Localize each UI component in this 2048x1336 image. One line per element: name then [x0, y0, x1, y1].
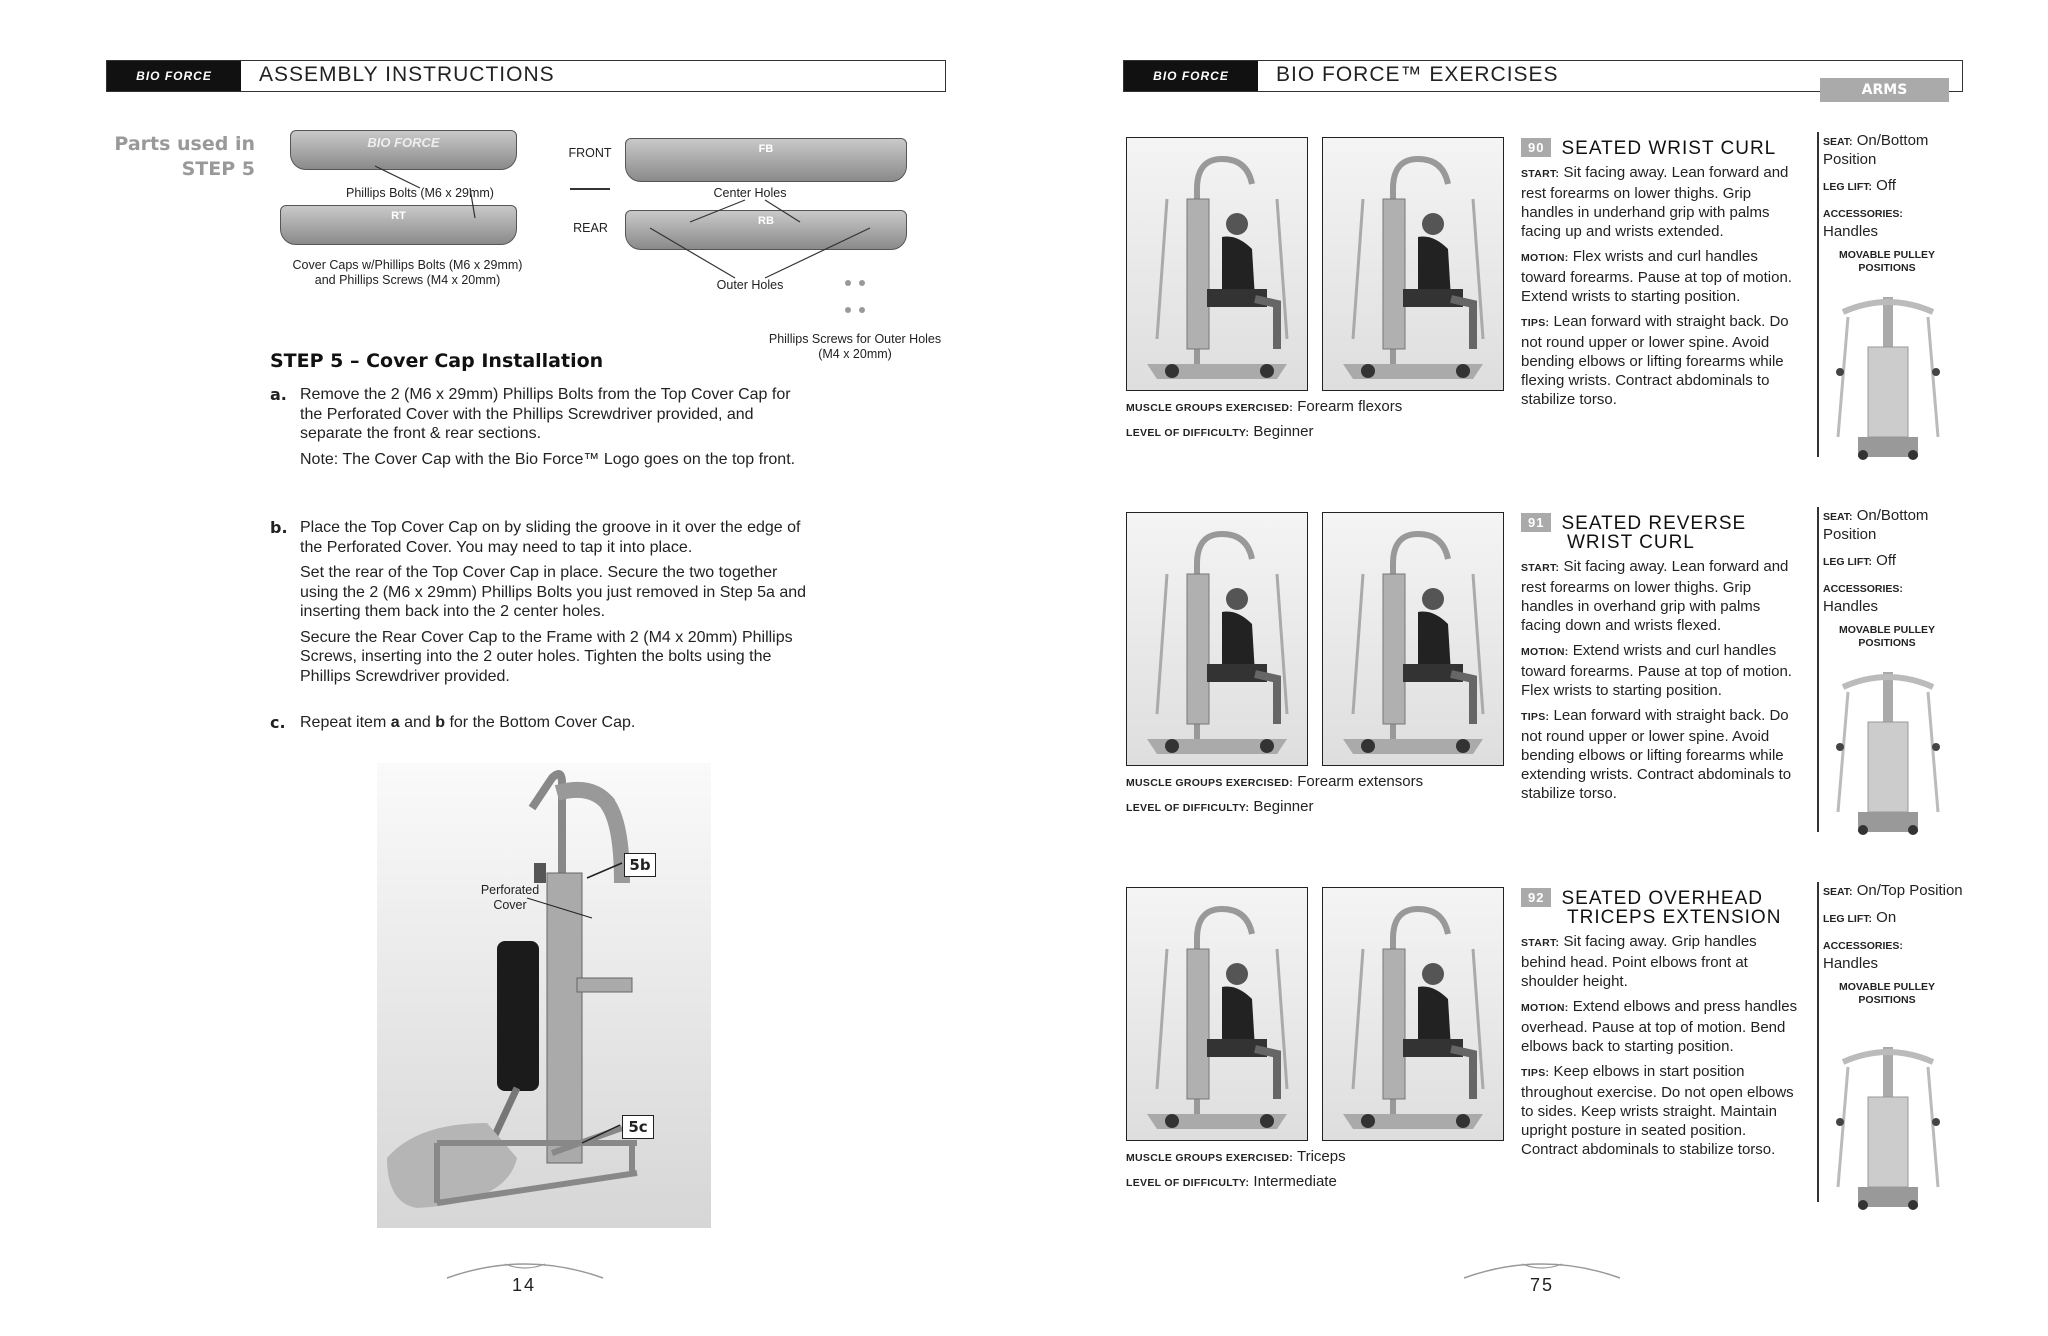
leg-lift-setting: LEG LIFT: Off [1823, 177, 1896, 194]
phillips-bolts-label: Phillips Bolts (M6 x 29mm) [346, 186, 494, 200]
exercise-photo-start [1126, 137, 1308, 391]
difficulty: LEVEL OF DIFFICULTY: Intermediate [1126, 1173, 1337, 1190]
movable-pulley-heading: MOVABLE PULLEY POSITIONS [1838, 981, 1936, 1006]
sidebar-divider [1817, 132, 1819, 457]
muscle-groups: MUSCLE GROUPS EXERCISED: Forearm extensors [1126, 773, 1424, 790]
motion-text: MOTION: Flex wrists and curl handles toward forearms. Pause at top of motion. Extend wrists to starting position. [1521, 248, 1792, 305]
exercise-photo-start [1126, 512, 1308, 766]
center-holes-label: Center Holes [713, 186, 787, 200]
item-letter: a. [270, 385, 287, 404]
exercise-figure [1323, 138, 1503, 390]
screws-outer-label: Phillips Screws for Outer Holes (M4 x 20mm) [768, 332, 942, 361]
accessories-setting: ACCESSORIES: Handles [1823, 208, 1903, 240]
seat-setting: SEAT: On/Top Position [1823, 882, 1963, 899]
step-heading: STEP 5 – Cover Cap Installation [270, 350, 604, 372]
exercise-settings [1823, 507, 1963, 650]
difficulty: LEVEL OF DIFFICULTY: Beginner [1126, 798, 1314, 815]
bio-force-logo: BIO FORCE [1124, 61, 1258, 91]
exercise-description [1521, 932, 1799, 1165]
exercise-figure [1323, 513, 1503, 765]
exercise-number: 90 [1521, 138, 1551, 157]
bottom-cover-cap-front: FB [625, 138, 907, 182]
parts-used-title: Parts used in STEP 5 [114, 133, 255, 180]
item-letter: b. [270, 518, 288, 537]
assembly-photo [377, 763, 711, 1228]
exercise-description [1521, 557, 1799, 809]
seat-setting: SEAT: On/Bottom Position [1823, 507, 1929, 543]
item-text: Set the rear of the Top Cover Cap in place. Secure the two together using the 2 (M6 x 29mm) Phillips Bolts you just removed in Step 5a and inserting them back into the 2 center holes. [300, 564, 807, 620]
bio-force-logo: BIO FORCE [107, 61, 241, 91]
exercise-settings [1823, 132, 1963, 275]
instruction-a [270, 385, 810, 475]
motion-text: MOTION: Extend wrists and curl handles toward forearms. Pause at top of motion. Flex wrists to starting position. [1521, 642, 1792, 699]
sidebar-divider [1817, 507, 1819, 832]
outer-holes-label: Outer Holes [716, 278, 784, 292]
instruction-c [270, 713, 810, 739]
right-header-title: BIO FORCE™ EXERCISES [1276, 63, 1559, 86]
item-text: Remove the 2 (M6 x 29mm) Phillips Bolts from the Top Cover Cap for the Perforated Cover with the Phillips Screwdriver provided, and separate the front & rear sections. [300, 386, 791, 442]
top-cover-cap-rear: RT [280, 205, 517, 245]
start-text: START: Sit facing away. Lean forward and rest forearms on lower thighs. Grip handles in underhand grip with palms facing up and wrists extended. [1521, 164, 1789, 240]
leg-lift-setting: LEG LIFT: On [1823, 909, 1897, 926]
exercise-figure [1127, 138, 1307, 390]
pulley-position-diagram [1828, 1037, 1948, 1212]
item-text: Place the Top Cover Cap on by sliding the groove in it over the edge of the Perforated Cover. You may need to tap it into place. [300, 519, 801, 556]
start-text: START: Sit facing away. Grip handles behind head. Point elbows front at shoulder height. [1521, 933, 1757, 990]
seat-setting: SEAT: On/Bottom Position [1823, 132, 1929, 168]
item-note: Note: The Cover Cap with the Bio Force™ Logo goes on the top front. [300, 450, 796, 468]
exercise-title: 92 SEATED OVERHEAD TRICEPS EXTENSION [1521, 888, 1781, 927]
top-cover-cap-front: BIO FORCE [290, 130, 517, 170]
motion-text: MOTION: Extend elbows and press handles overhead. Pause at top of motion. Bend elbows back to starting position. [1521, 998, 1798, 1055]
tips-text: TIPS: Lean forward with straight back. Do not round upper or lower spine. Avoid bending elbows or lifting forearms while extending wrists. Contract abdominals to stabilize torso. [1521, 707, 1792, 802]
left-page-number: 14 [512, 1275, 537, 1295]
exercise-photo-start [1126, 887, 1308, 1141]
exercise-figure [1127, 513, 1307, 765]
section-tab-arms: ARMS [1820, 78, 1949, 102]
tips-text: TIPS: Lean forward with straight back. Do not round upper or lower spine. Avoid bending elbows or lifting forearms while flexing wrists. Contract abdominals to stabilize torso. [1521, 313, 1789, 408]
rear-label: REAR [573, 221, 608, 235]
sidebar-divider [1817, 882, 1819, 1202]
cover-caps-label: Cover Caps w/Phillips Bolts (M6 x 29mm) and Phillips Screws (M4 x 20mm) [292, 258, 523, 287]
movable-pulley-heading: MOVABLE PULLEY POSITIONS [1838, 249, 1936, 274]
instruction-b [270, 518, 810, 692]
item-text: Repeat item a and b for the Bottom Cover Cap. [300, 714, 636, 731]
exercise-description [1521, 163, 1799, 415]
perforated-cover-label: Perforated Cover [480, 883, 540, 912]
exercise-photo-end [1322, 512, 1504, 766]
front-label: FRONT [568, 146, 612, 160]
bottom-cover-cap-rear: RB [625, 210, 907, 250]
callout-5b: 5b [624, 853, 656, 877]
movable-pulley-heading: MOVABLE PULLEY POSITIONS [1838, 624, 1936, 649]
exercise-figure [1323, 888, 1503, 1140]
exercise-photo-end [1322, 887, 1504, 1141]
exercise-photo-end [1322, 137, 1504, 391]
item-letter: c. [270, 713, 286, 732]
accessories-setting: ACCESSORIES: Handles [1823, 940, 1903, 972]
parts-leader-lines [0, 0, 1000, 340]
screws-icon [845, 280, 865, 313]
muscle-groups: MUSCLE GROUPS EXERCISED: Forearm flexors [1126, 398, 1403, 415]
exercise-number: 91 [1521, 513, 1551, 532]
tips-text: TIPS: Keep elbows in start position throughout exercise. Do not open elbows to sides. Keep wrists straight. Maintain upright posture in seated position. Contract abdominals to stabilize torso. [1521, 1063, 1794, 1158]
exercise-title: 91 SEATED REVERSE WRIST CURL [1521, 513, 1746, 552]
muscle-groups: MUSCLE GROUPS EXERCISED: Triceps [1126, 1148, 1346, 1165]
start-text: START: Sit facing away. Lean forward and rest forearms on lower thighs. Grip handles in overhand grip with palms facing down and wrists flexed. [1521, 558, 1789, 634]
left-header-title: ASSEMBLY INSTRUCTIONS [259, 63, 555, 86]
pulley-position-diagram [1828, 662, 1948, 837]
exercise-settings [1823, 882, 1963, 1007]
item-text: Secure the Rear Cover Cap to the Frame with 2 (M4 x 20mm) Phillips Screws, inserting into the 2 outer holes. Tighten the bolts using the Phillips Screwdriver provided. [300, 628, 793, 685]
exercise-title: 90 SEATED WRIST CURL [1521, 138, 1776, 158]
callout-5c: 5c [622, 1115, 654, 1139]
exercise-number: 92 [1521, 888, 1551, 907]
pulley-position-diagram [1828, 287, 1948, 462]
exercise-figure [1127, 888, 1307, 1140]
difficulty: LEVEL OF DIFFICULTY: Beginner [1126, 423, 1314, 440]
right-page-number: 75 [1530, 1275, 1555, 1295]
leg-lift-setting: LEG LIFT: Off [1823, 552, 1896, 569]
accessories-setting: ACCESSORIES: Handles [1823, 583, 1903, 615]
